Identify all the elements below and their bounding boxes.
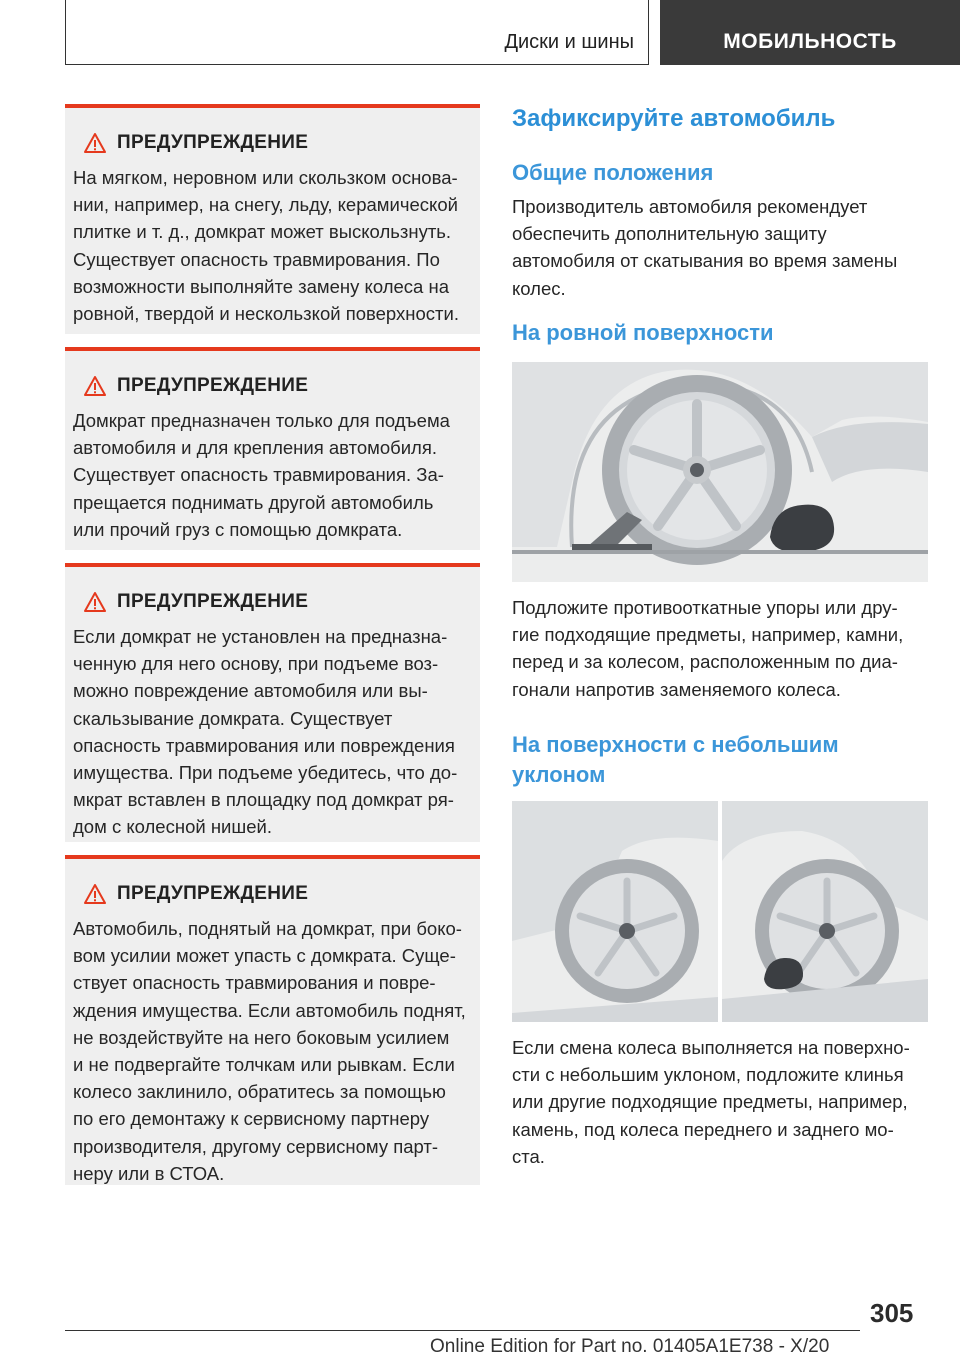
warning-text: На мягком, неровном или скользком основа- нии, например, на снегу, льду, керамической плитке и т. д., домкрат может выскользнуть. Существует опасность травмирования. По возможности выполняйте замену колеса на ровной, твердой и нескользкой поверхности. <box>73 167 459 325</box>
main-heading: Зафиксируйте автомобиль <box>512 105 836 132</box>
warning-text: Домкрат предназначен только для подъема автомобиля и для крепления автомобиля. Существует опасность травмирования. За- прещается поднимать другой автомобиль или прочий груз с помощью домкрата. <box>73 410 450 540</box>
flat-surface-heading: На ровной поверхности <box>512 320 774 345</box>
general-heading: Общие положения <box>512 160 714 185</box>
warning-title: ПРЕДУПРЕЖДЕНИЕ <box>117 591 309 612</box>
header-section-box <box>65 0 649 65</box>
warning-box-1 <box>65 104 480 334</box>
warning-title: ПРЕДУПРЕЖДЕНИЕ <box>117 883 309 904</box>
warning-text: Автомобиль, поднятый на домкрат, при боко- вом усилии может упасть с домкрата. Суще- ствует опасность травмирования и повре- ждения имущества. Если автомобиль поднят, не воздействуйте на него боковым усилием и не подвергайте толчкам или рывкам. Если колесо заклинило, обратитесь за помощью по его демонтажу к сервисному партнеру производителя, другому сервисному парт- неру или в СТОА. <box>73 918 466 1184</box>
section-title: Диски и шины <box>504 31 634 53</box>
slope-illustration <box>512 801 928 1022</box>
warning-triangle-icon <box>73 591 117 613</box>
slope-paragraph: Если смена колеса выполняется на поверхно- сти с небольшим уклоном, подложите клинья или другие подходящие предметы, например, камень, под колеса переднего и заднего мо- ста. <box>512 1037 910 1167</box>
general-paragraph: Производитель автомобиля рекомендует обеспечить дополнительную защиту автомобиля от скатывания во время замены колес. <box>512 196 898 299</box>
flat-surface-illustration <box>512 362 928 582</box>
warning-box-3 <box>65 563 480 842</box>
warning-triangle-icon <box>73 132 117 154</box>
warning-title: ПРЕДУПРЕЖДЕНИЕ <box>117 375 309 396</box>
warning-box-2 <box>65 347 480 550</box>
chapter-title: МОБИЛЬНОСТЬ <box>660 0 960 65</box>
slope-heading: На поверхности с небольшим уклоном <box>512 732 839 787</box>
footer-divider <box>65 1330 860 1331</box>
warning-box-4 <box>65 855 480 1185</box>
warning-title: ПРЕДУПРЕЖДЕНИЕ <box>117 132 309 153</box>
warning-text: Если домкрат не установлен на предназна- ченную для него основу, при подъеме воз- можно повреждение автомобиля или вы- скальзывание домкрата. Существует опасность травмирования или повреждения имущества. При подъеме убедитесь, что до- мкрат вставлен в площадку под домкрат ря- дом с колесной нишей. <box>73 626 458 838</box>
footer-edition: Online Edition for Part no. 01405A1E738 - X/20 <box>430 1336 830 1357</box>
flat-surface-paragraph: Подложите противооткатные упоры или дру- гие подходящие предметы, например, камни, перед и за колесом, расположенным по диа- гонали напротив заменяемого колеса. <box>512 597 904 700</box>
warning-triangle-icon <box>73 883 117 905</box>
page-number: 305 <box>870 1298 914 1328</box>
warning-triangle-icon <box>73 375 117 397</box>
